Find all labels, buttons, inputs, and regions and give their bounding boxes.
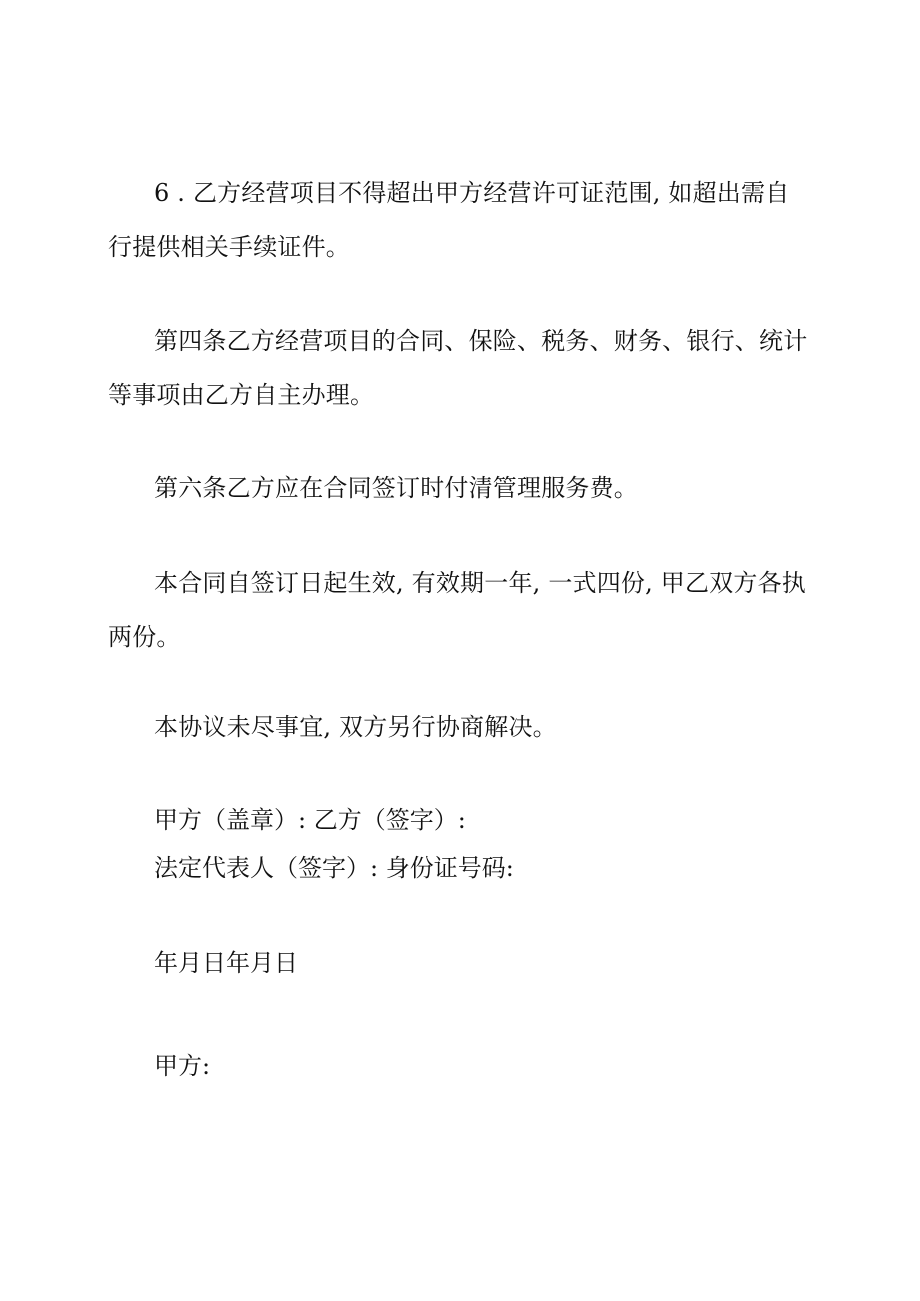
article-6-paragraph: 第六条乙方应在合同签订时付清管理服务费。 (154, 474, 638, 502)
supplementary-paragraph: 本协议未尽事宜, 双方另行协商解决。 (154, 713, 557, 741)
article-4-paragraph: 第四条乙方经营项目的合同、保险、税务、财务、银行、统计等事项由乙方自主办理。 (108, 327, 808, 409)
date-line: 年月日年月日 (154, 949, 298, 977)
signature-line-representative: 法定代表人（签字）: 身份证号码: (154, 854, 514, 882)
party-a-label: 甲方: (154, 1052, 211, 1080)
contract-validity-paragraph: 本合同自签订日起生效, 有效期一年, 一式四份, 甲乙双方各执两份。 (108, 569, 806, 651)
signature-line-parties: 甲方（盖章）: 乙方（签字）: (154, 806, 466, 834)
clause-6-paragraph: 6 . 乙方经营项目不得超出甲方经营许可证范围, 如超出需自行提供相关手续证件。 (108, 179, 790, 261)
